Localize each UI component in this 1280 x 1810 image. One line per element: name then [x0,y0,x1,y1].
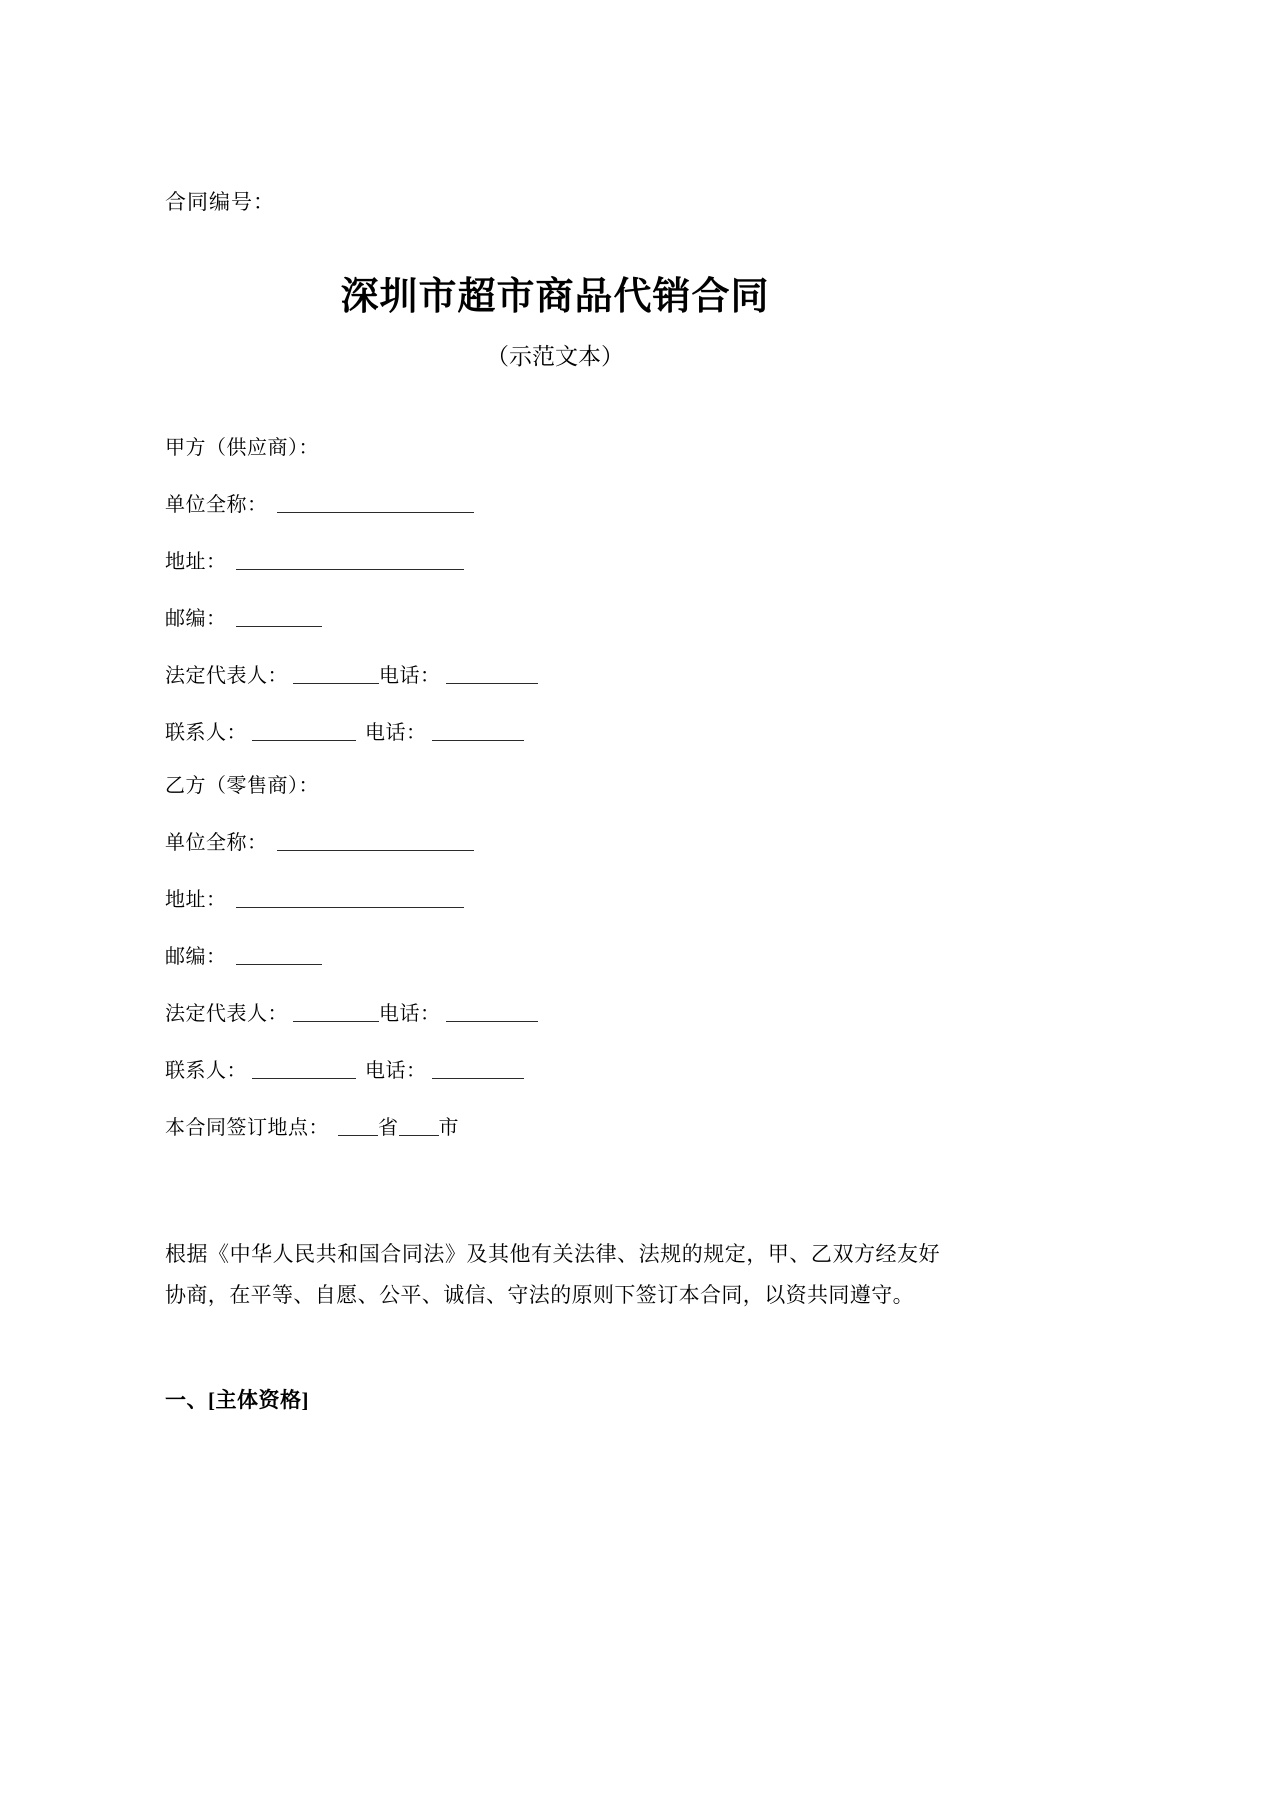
party-a-unit-name-label: 单位全称： [165,494,268,517]
signing-city-unit: 市 [438,1117,459,1140]
party-a-legal-rep-blank[interactable] [293,662,379,684]
section-heading-one: 一、[主体资格] [165,1388,309,1413]
parties-section [165,438,1115,1138]
intro-paragraph: 根据《中华人民共和国合同法》及其他有关法律、法规的规定，甲、乙双方经友好协商，在平等、自愿、公平、诚信、守法的原则下签订本合同，以资共同遵守。 [165,1242,940,1308]
party-b-legal-rep-label: 法定代表人： [165,1003,288,1026]
signing-place-label: 本合同签订地点： [165,1117,329,1140]
title-block [165,275,945,370]
party-a-contact-tel-blank[interactable] [432,719,524,741]
party-a-contact-blank[interactable] [252,719,356,741]
party-a-contact-tel-label: 电话： [365,722,427,745]
party-a-legal-rep-tel-label: 电话： [379,665,441,688]
party-b-contact-label: 联系人： [165,1060,247,1083]
party-a-contact-label: 联系人： [165,722,247,745]
document-content [165,0,1115,1413]
party-b-heading: 乙方（零售商）： [165,775,319,798]
signing-city-blank[interactable] [399,1114,439,1136]
party-a-legal-rep-label: 法定代表人： [165,665,288,688]
party-b-address-blank[interactable] [236,886,464,908]
party-b-contact-tel-label: 电话： [365,1060,427,1083]
party-a-heading: 甲方（供应商）： [165,437,319,460]
party-b-legal-rep-tel-label: 电话： [379,1003,441,1026]
party-b-legal-rep-line [165,1000,1115,1024]
party-a-address-line [165,548,1115,572]
party-b-contact-blank[interactable] [252,1057,356,1079]
party-b-address-line [165,886,1115,910]
contract-number-label: 合同编号： [165,190,275,214]
party-b-unit-name-line [165,829,1115,853]
party-a-zip-line [165,605,1115,629]
signing-place-line [165,1114,1115,1138]
party-a-legal-rep-tel-blank[interactable] [446,662,538,684]
party-a-unit-name-blank[interactable] [277,491,474,513]
party-a-unit-name-line [165,491,1115,515]
contract-number-line [165,0,1115,213]
party-b-contact-tel-blank[interactable] [432,1057,524,1079]
party-a-contact-line [165,719,1115,743]
party-b-legal-rep-blank[interactable] [293,1000,379,1022]
party-a-address-label: 地址： [165,551,227,574]
party-a-legal-rep-line [165,662,1115,686]
party-a-zip-blank[interactable] [236,605,322,627]
page-subtitle: （示范文本） [486,343,624,369]
signing-province-unit: 省 [378,1117,399,1140]
party-b-unit-name-blank[interactable] [277,829,474,851]
page-title: 深圳市超市商品代销合同 [340,276,770,318]
party-b-zip-line [165,943,1115,967]
party-b-unit-name-label: 单位全称： [165,832,268,855]
party-a-address-blank[interactable] [236,548,464,570]
party-b-contact-line [165,1057,1115,1081]
party-b-legal-rep-tel-blank[interactable] [446,1000,538,1022]
party-b-address-label: 地址： [165,889,227,912]
party-b-zip-blank[interactable] [236,943,322,965]
signing-province-blank[interactable] [338,1114,378,1136]
party-b-zip-label: 邮编： [165,946,227,969]
party-a-zip-label: 邮编： [165,608,227,631]
